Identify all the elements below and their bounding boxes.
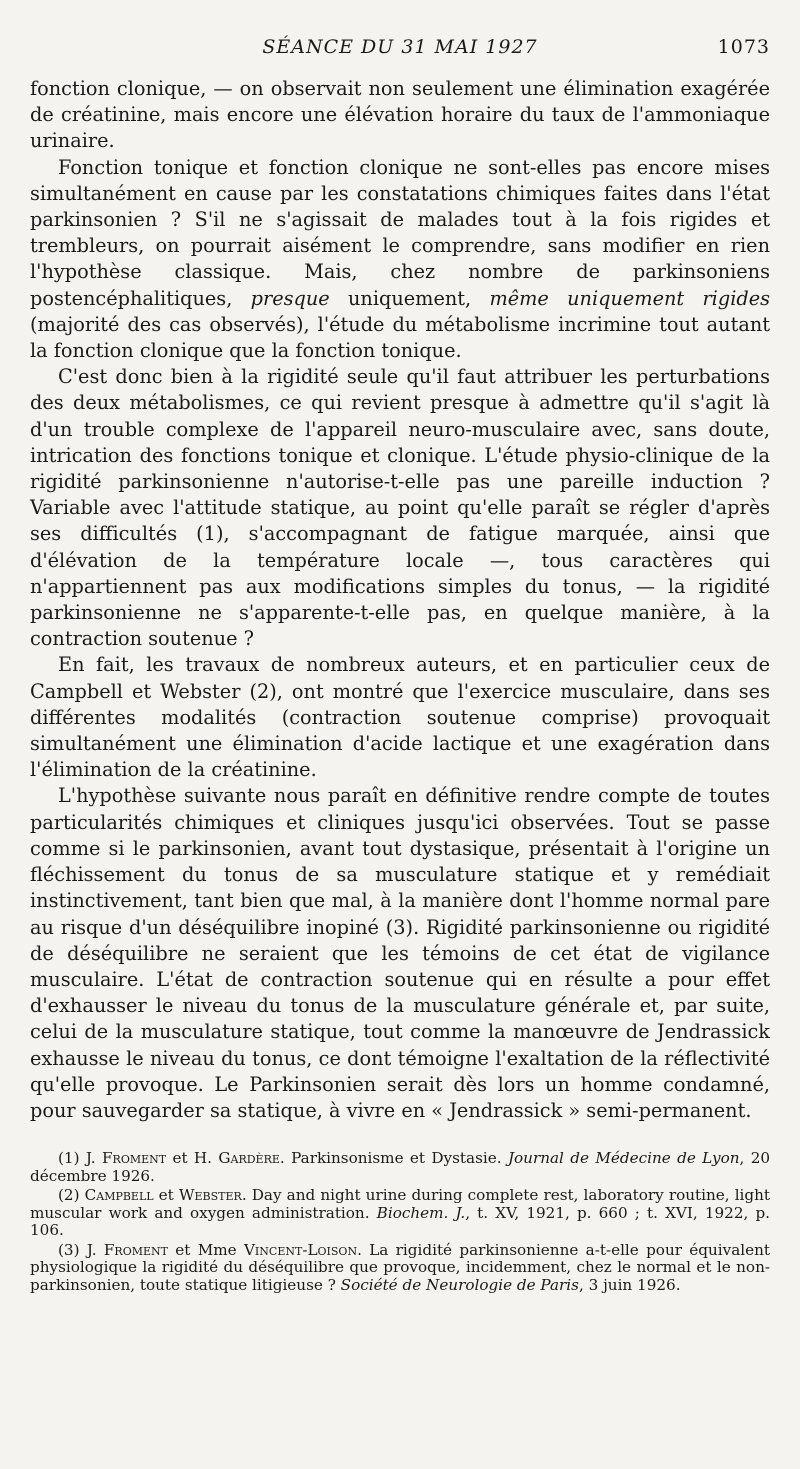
italic-text: même uniquement rigides bbox=[489, 286, 771, 310]
text-segment: (1) J. bbox=[58, 1149, 102, 1168]
italic-text: Société de Neurologie de Paris bbox=[340, 1275, 579, 1294]
text-segment: , t. XV, 1921, p. 660 ; t. XVI, 1922, p. 106. bbox=[30, 1203, 771, 1240]
paragraph-p1: fonction clonique, — on observait non seulement une élimination exagérée de créatinine, mais encore une élévation horaire du taux de l'ammoniaque urinaire. bbox=[30, 77, 770, 153]
paragraph-p4: En fait, les travaux de nombreux auteurs, et en particulier ceux de Campbell et Webster (2), ont montré que l'exercice musculaire, dans ses différentes modalités (contraction soutenue comprise) provoquait simultanément une élimination d'acide lactique et une exagération dans l'élimination de la créatinine. bbox=[30, 653, 770, 782]
paragraph-p2 bbox=[30, 155, 770, 365]
text-segment: (2) bbox=[58, 1186, 85, 1205]
footnotes bbox=[30, 1150, 770, 1294]
author-name: Webster bbox=[178, 1186, 242, 1205]
text-segment: , 3 juin 1926. bbox=[578, 1275, 681, 1294]
author-name: Froment bbox=[102, 1149, 167, 1168]
text-segment: . La rigidité parkinsonienne a-t-elle pour équivalent physiologique la rigidité du déséquilibre que provoque, incidemment, chez le normal et le non-parkinsonien, toute statique litigieuse ? bbox=[30, 1240, 771, 1294]
text-segment: et H. bbox=[166, 1149, 219, 1168]
text-segment: (3) J. bbox=[58, 1240, 104, 1259]
page bbox=[30, 34, 770, 1296]
author-name: Froment bbox=[103, 1240, 168, 1259]
footnote-fn2 bbox=[30, 1187, 770, 1240]
text-segment: . Day and night urine during complete rest, laboratory routine, light muscular work and oxygen administration. bbox=[30, 1186, 771, 1222]
body-text bbox=[30, 76, 770, 1124]
author-name: Campbell bbox=[84, 1186, 154, 1205]
paragraph-p3: C'est donc bien à la rigidité seule qu'il faut attribuer les perturbations des deux métabolismes, ce qui revient presque à admettre qu'il s'agit là d'un trouble complexe de l'appareil neuro-musculaire avec, sans doute, intrication des fonctions tonique et clonique. L'étude physio-clinique de la rigidité parkinsonienne n'autorise-t-elle pas une pareille induction ? Variable avec l'attitude statique, au point qu'elle paraît se régler d'après ses difficultés (1), s'accompagnant de fatigue marquée, ainsi que d'élévation de la température locale —, tous caractères qui n'appartiennent pas aux modifications simples du tonus, — la rigidité parkinsonienne ne s'apparente-t-elle pas, en quelque manière, à la contraction soutenue ? bbox=[30, 365, 770, 651]
page-header bbox=[30, 34, 770, 66]
footnote-fn1 bbox=[30, 1150, 770, 1185]
text-segment: , 20 décembre 1926. bbox=[30, 1149, 771, 1185]
italic-text: Journal de Médecine de Lyon bbox=[507, 1149, 740, 1168]
text-segment: Fonction tonique et fonction clonique ne sont-elles pas encore mises simultanément en cause par les constatations chimiques faites dans l'état parkinsonien ? S'il ne s'agissait de malades tout à la fois rigides et trembleurs, on pourrait aisément le comprendre, sans modifier en rien l'hypothèse classique. Mais, chez nombre de parkinsoniens postencéphalitiques, bbox=[30, 155, 770, 310]
text-segment: et bbox=[153, 1186, 179, 1205]
footnote-fn3 bbox=[30, 1242, 770, 1295]
author-name: Vincent-Loison bbox=[243, 1240, 358, 1259]
author-name: Gardère bbox=[218, 1149, 280, 1168]
paragraph-p5: L'hypothèse suivante nous paraît en définitive rendre compte de toutes particularités chimiques et cliniques jusqu'ici observées. Tout se passe comme si le parkinsonien, avant tout dystasique, présentait à l'origine un fléchissement du tonus de sa musculature statique et y remédiait instinctivement, tant bien que mal, à la manière dont l'homme normal pare au risque d'un déséquilibre inopiné (3). Rigidité parkinsonienne ou rigidité de déséquilibre ne seraient que les témoins de cet état de vigilance musculaire. L'état de contraction soutenue qui en résulte a pour effet d'exhausser le niveau du tonus de la musculature générale et, par suite, celui de la musculature statique, tout comme la manœuvre de Jendrassick exhausse le niveau du tonus, ce dont témoigne l'exaltation de la réflectivité qu'elle provoque. Le Parkinsonien serait dès lors un homme condamné, pour sauvegarder sa statique, à vivre en « Jendrassick » semi-permanent. bbox=[30, 784, 770, 1122]
text-segment: . Parkinsonisme et Dystasie. bbox=[279, 1149, 508, 1168]
page-number: 1073 bbox=[717, 36, 770, 58]
text-segment: et Mme bbox=[167, 1240, 244, 1259]
text-segment: (majorité des cas observés), l'étude du métabolisme incrimine tout autant la fonction clonique que la fonction tonique. bbox=[30, 312, 770, 363]
running-title: SÉANCE DU 31 MAI 1927 bbox=[262, 36, 538, 58]
text-segment: uniquement, bbox=[329, 286, 490, 310]
italic-text: Biochem. J. bbox=[376, 1203, 466, 1222]
italic-text: presque bbox=[250, 286, 330, 310]
